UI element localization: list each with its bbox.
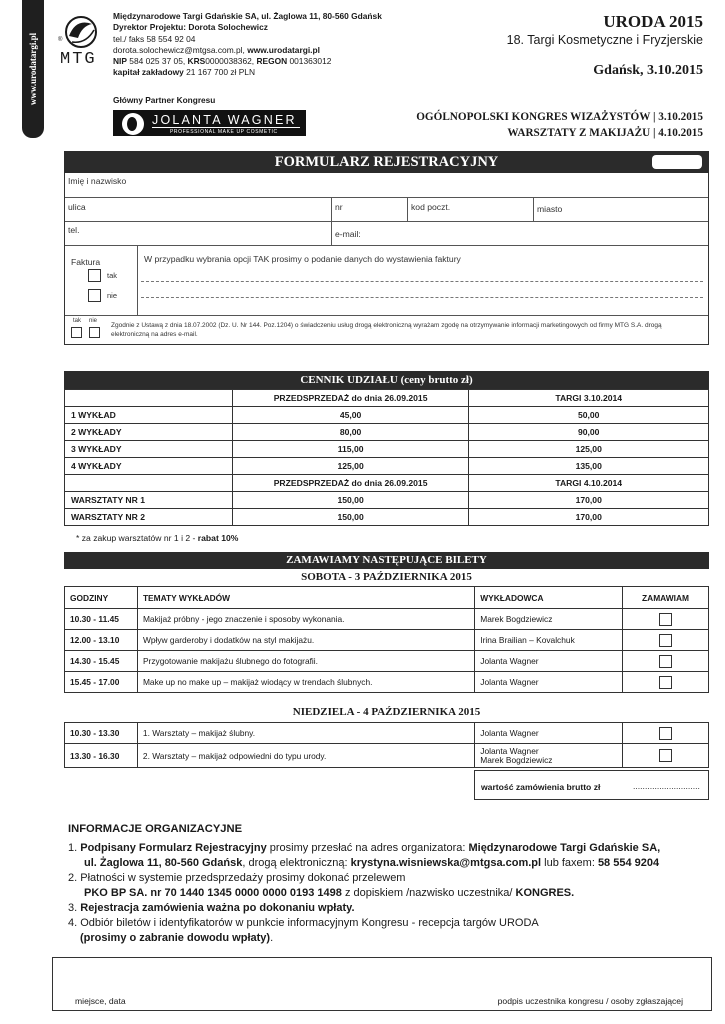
side-tab	[22, 0, 44, 138]
side-tab-text: www.urodatargi.pl	[28, 32, 38, 106]
info-item-1-cont	[68, 856, 708, 871]
header-topic: TEMATY WYKŁADÓW	[137, 587, 474, 609]
pricing-label: WARSZTATY NR 2	[65, 509, 233, 526]
workshop-lecturer	[475, 723, 623, 744]
project-director: Dyrektor Projektu: Dorota Solochewicz	[113, 22, 268, 33]
invoice-yes-label: tak	[107, 271, 118, 280]
header-order: ZAMAWIAM	[623, 587, 709, 609]
registration-form	[64, 173, 709, 345]
form-id-field[interactable]	[652, 155, 702, 169]
congress-line-2: WARSZTATY Z MAKIJAŻU | 4.10.2015	[507, 127, 703, 139]
info-text: , drogą elektroniczną:	[242, 857, 351, 869]
info-email[interactable]: krystyna.wisniewska@mtgsa.com.pl	[350, 857, 542, 869]
table-row	[65, 630, 709, 651]
email-label: e-mail:	[335, 229, 361, 239]
name-input[interactable]	[155, 176, 705, 196]
regon-value: 001363012	[289, 56, 332, 67]
pricing-fair: 50,00	[469, 407, 709, 424]
organizational-info	[68, 822, 708, 946]
lecture-time: 12.00 - 13.10	[65, 630, 138, 651]
table-row	[65, 651, 709, 672]
signature-label: podpis uczestnika kongresu / osoby zgłaszającej	[497, 996, 683, 1006]
header-time: GODZINY	[65, 587, 138, 609]
info-item-2: 2. Płatności w systemie przedsprzedaży prosimy dokonać przelewem	[68, 872, 406, 884]
invoice-yes-checkbox[interactable]	[88, 269, 101, 282]
organizer-website[interactable]: www.urodatargi.pl	[247, 44, 320, 55]
regon-label: REGON	[256, 56, 288, 67]
order-checkbox[interactable]	[659, 749, 672, 762]
lecture-time: 14.30 - 15.45	[65, 651, 138, 672]
info-organizer: Międzynarodowe Targi Gdańskie SA,	[468, 842, 661, 854]
phone-label: tel.	[68, 225, 80, 235]
lecture-lecturer: Jolanta Wagner	[475, 672, 623, 693]
pricing-fair: 125,00	[469, 441, 709, 458]
event-date: Gdańsk, 3.10.2015	[593, 63, 703, 78]
invoice-label: Faktura	[71, 257, 101, 267]
consent-yes-label: tak	[73, 318, 82, 324]
info-item-2-cont	[68, 886, 708, 901]
pricing-row	[65, 407, 709, 424]
nip-value: 584 025 37 05,	[129, 56, 186, 67]
organizer-info	[113, 11, 382, 79]
workshop-time: 10.30 - 13.30	[65, 723, 138, 744]
separator: ,	[242, 44, 248, 55]
table-row	[65, 744, 709, 768]
info-title: INFORMACJE ORGANIZACYJNE	[68, 823, 243, 835]
info-address: ul. Żaglowa 11, 80-560 Gdańsk	[84, 857, 243, 869]
info-text: z dopiskiem /nazwisko uczestnika/	[341, 887, 516, 899]
order-total-label: wartość zamówienia brutto zł	[481, 782, 601, 792]
pricing-col-presale-2: PRZEDSPRZEDAŻ do dnia 26.09.2015	[232, 475, 469, 492]
lecture-lecturer: Marek Bogdziewicz	[475, 609, 623, 630]
pricing-presale: 125,00	[232, 458, 469, 475]
table-row	[65, 723, 709, 744]
organizer-phone: tel./ faks 58 554 92 04	[113, 33, 196, 44]
lecturer-name: Jolanta Wagner	[480, 745, 539, 756]
partner-divider	[152, 127, 300, 128]
partner-logo	[113, 110, 306, 136]
pricing-label: 1 WYKŁAD	[65, 407, 233, 424]
workshop-topic: 2. Warsztaty – makijaż odpowiedni do typu urody.	[137, 744, 474, 768]
orders-title: ZAMAWIAMY NASTĘPUJĄCE BILETY	[64, 552, 709, 569]
lecturer-name-2: Marek Bogdziewicz	[480, 754, 553, 765]
header-lecturer: WYKŁADOWCA	[475, 587, 623, 609]
order-total-box	[474, 770, 709, 800]
organizer-email[interactable]: dorota.solochewicz@mtgsa.com.pl	[113, 44, 243, 55]
pricing-fair: 170,00	[469, 509, 709, 526]
pricing-col-presale: PRZEDSPRZEDAŻ do dnia 26.09.2015	[232, 390, 469, 407]
info-item-1	[68, 841, 708, 856]
krs-value: 0000038362,	[205, 56, 255, 67]
consent-no-checkbox[interactable]	[89, 327, 100, 338]
pricing-label: WARSZTATY NR 1	[65, 492, 233, 509]
name-label: Imię i nazwisko	[68, 176, 127, 186]
partner-tagline: PROFESSIONAL MAKE UP COSMETIC	[170, 129, 278, 135]
organizer-name: Międzynarodowe Targi Gdańskie SA, ul. Żaglowa 11, 80-560 Gdańsk	[113, 11, 382, 21]
pricing-label: 4 WYKŁADY	[65, 458, 233, 475]
sunday-heading: NIEDZIELA - 4 PAŹDZIERNIKA 2015	[292, 706, 481, 718]
logo-registered-mark: ®	[58, 37, 63, 43]
info-text: .	[270, 932, 274, 944]
order-checkbox[interactable]	[659, 655, 672, 668]
event-subtitle: 18. Targi Kosmetyczne i Fryzjerskie	[506, 33, 703, 47]
lecture-topic: Wpływ garderoby i dodatków na styl makijażu.	[137, 630, 474, 651]
info-text: lub faxem:	[541, 857, 598, 869]
pricing-row	[65, 458, 709, 475]
pricing-label: 3 WYKŁADY	[65, 441, 233, 458]
info-keyword: KONGRES.	[515, 887, 575, 899]
partner-face-icon	[122, 113, 144, 135]
lecture-topic: Makijaż próbny - jego znaczenie i sposoby wykonania.	[137, 609, 474, 630]
consent-yes-checkbox[interactable]	[71, 327, 82, 338]
partner-name: JOLANTA WAGNER	[152, 113, 297, 127]
order-checkbox[interactable]	[659, 676, 672, 689]
invoice-no-checkbox[interactable]	[88, 289, 101, 302]
signature-box[interactable]	[52, 957, 712, 1011]
pricing-col-fair: TARGI 3.10.2014	[469, 390, 709, 407]
workshop-lecturer	[475, 744, 623, 768]
info-number: 3.	[68, 902, 78, 914]
invoice-note: W przypadku wybrania opcji TAK prosimy o podanie danych do wystawienia faktury	[144, 254, 461, 264]
capital-value: 21 167 700 zł PLN	[186, 67, 255, 78]
pricing-presale: 150,00	[232, 492, 469, 509]
pricing-corner	[65, 390, 233, 407]
info-bold: (prosimy o zabranie dowodu wpłaty)	[80, 932, 271, 944]
pricing-note-text: * za zakup warsztatów nr 1 i 2 -	[76, 533, 196, 543]
order-total-input[interactable]: ............................	[633, 781, 700, 791]
capital-label: kapitał zakładowy	[113, 67, 184, 78]
lecture-lecturer: Irina Brailian – Kovalchuk	[475, 630, 623, 651]
lecturer-name: Jolanta Wagner	[480, 728, 539, 738]
street-label: ulica	[68, 202, 86, 212]
pricing-presale: 80,00	[232, 424, 469, 441]
pricing-presale: 150,00	[232, 509, 469, 526]
pricing-note	[76, 533, 238, 543]
pricing-fair: 90,00	[469, 424, 709, 441]
pricing-presale: 115,00	[232, 441, 469, 458]
info-number: 1.	[68, 842, 78, 854]
lecture-lecturer: Jolanta Wagner	[475, 651, 623, 672]
info-item-4: 4. Odbiór biletów i identyfikatorów w punkcie informacyjnym Kongresu - recepcja targów URODA	[68, 917, 539, 929]
pricing-note-discount: rabat 10%	[197, 533, 239, 543]
info-item-3	[68, 901, 708, 916]
pricing-table	[64, 389, 709, 526]
congress-line-1: OGÓLNOPOLSKI KONGRES WIZAŻYSTÓW | 3.10.2015	[416, 111, 703, 123]
krs-label: KRS	[187, 56, 206, 67]
workshop-topic: 1. Warsztaty – makijaż ślubny.	[137, 723, 474, 744]
pricing-fair: 135,00	[469, 458, 709, 475]
consent-no-label: nie	[89, 318, 98, 324]
pricing-corner-2	[65, 475, 233, 492]
lecture-topic: Make up no make up – makijaż wiodący w trendach ślubnych.	[137, 672, 474, 693]
pricing-row	[65, 441, 709, 458]
info-text: prosimy przesłać na adres organizatora:	[266, 842, 469, 854]
table-row	[65, 672, 709, 693]
sunday-table	[64, 722, 709, 768]
pricing-row	[65, 492, 709, 509]
nr-label: nr	[335, 202, 343, 212]
pricing-row	[65, 424, 709, 441]
info-bold: Rejestracja zamówienia ważna po dokonaniu wpłaty.	[80, 902, 355, 914]
postal-code-label: kod poczt.	[411, 202, 451, 212]
partner-label: Główny Partner Kongresu	[113, 95, 216, 105]
order-checkbox[interactable]	[659, 613, 672, 626]
pricing-col-fair-2: TARGI 4.10.2014	[469, 475, 709, 492]
lecture-time: 10.30 - 11.45	[65, 609, 138, 630]
nip-label: NIP	[113, 56, 127, 67]
info-item-4-cont	[68, 931, 708, 946]
pricing-label: 2 WYKŁADY	[65, 424, 233, 441]
lecture-time: 15.45 - 17.00	[65, 672, 138, 693]
place-date-label: miejsce, data	[75, 996, 126, 1006]
order-checkbox[interactable]	[659, 727, 672, 740]
order-checkbox[interactable]	[659, 634, 672, 647]
info-bank-account: PKO BP SA. nr 70 1440 1345 0000 0000 0193 1498	[84, 887, 342, 899]
info-fax: 58 554 9204	[597, 857, 660, 869]
event-title: URODA 2015	[603, 12, 703, 31]
consent-text: Zgodnie z Ustawą z dnia 18.07.2002 (Dz. U. Nr 144. Poz.1204) o świadczeniu usług drogą elektroniczną wyrażam zgodę na otrzymywanie informacji marketingowych od firmy MTG S.A. drogą elektroniczną na adres e-mail.	[111, 322, 662, 338]
pricing-row	[65, 509, 709, 526]
saturday-table	[64, 586, 709, 693]
lecture-topic: Przygotowanie makijażu ślubnego do fotografii.	[137, 651, 474, 672]
invoice-no-label: nie	[107, 291, 118, 300]
table-row	[65, 609, 709, 630]
city-label: miasto	[537, 204, 563, 214]
form-title: FORMULARZ REJESTRACYJNY	[64, 151, 709, 173]
info-bold: Podpisany Formularz Rejestracyjny	[80, 842, 267, 854]
pricing-presale: 45,00	[232, 407, 469, 424]
pricing-fair: 170,00	[469, 492, 709, 509]
pricing-title: CENNIK UDZIAŁU (ceny brutto zł)	[64, 371, 709, 389]
logo-text: MTG	[60, 50, 97, 69]
saturday-heading: SOBOTA - 3 PAŹDZIERNIKA 2015	[301, 571, 472, 583]
workshop-time: 13.30 - 16.30	[65, 744, 138, 768]
